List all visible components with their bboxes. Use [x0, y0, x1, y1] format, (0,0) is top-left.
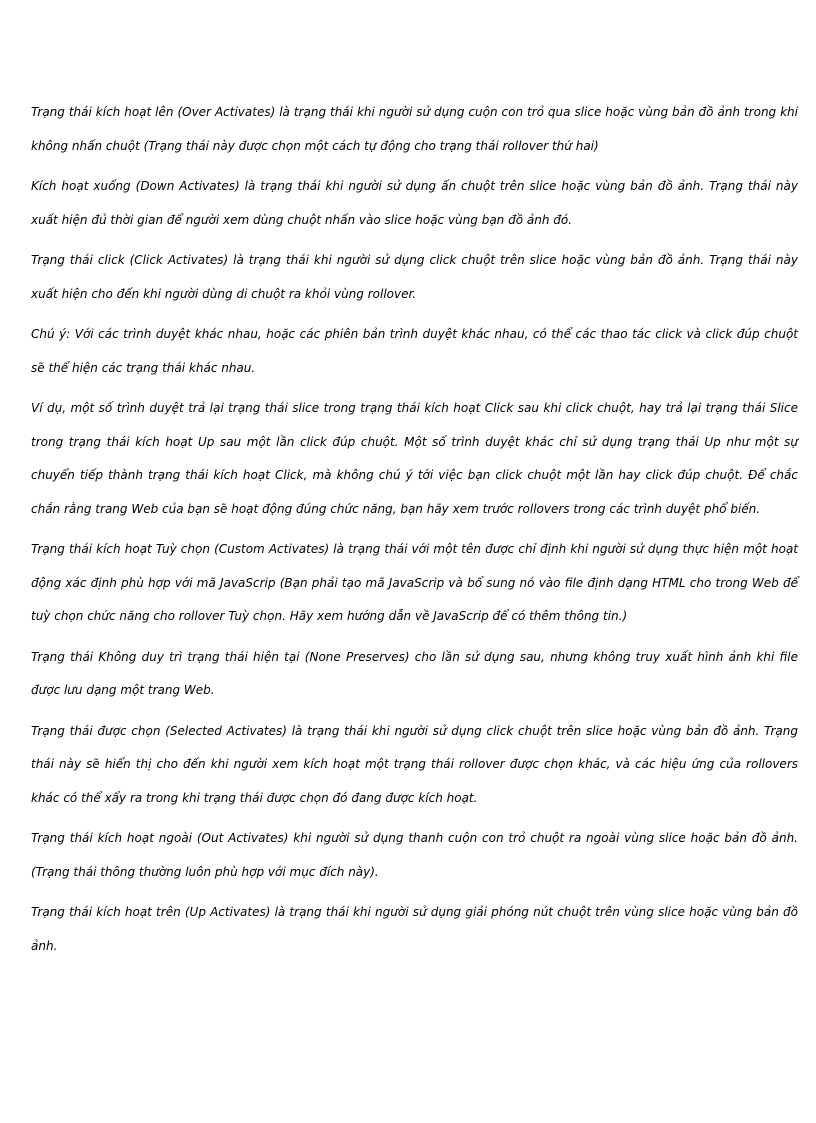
paragraph-example: Ví dụ, một số trình duyệt trả lại trạng thái slice trong trạng thái kích hoạt Click sau khi click chuột, hay trả lại trạng thái Slice trong trạng thái kích hoạt Up sau một lần click đúp chuột. Một số trình duyệt khác chỉ sử dụng trạng thái Up như một sự chuyển tiếp thành trạng thái kích hoạt Click, mà không chú ý tới việc bạn click chuột một lần hay click đúp chuột. Để chắc chắn rằng trang Web của bạn sẽ hoạt động đúng chức năng, bạn hãy xem trước rollovers trong các trình duyệt phổ biến.: [31, 401, 798, 516]
paragraph-custom-activates: Trạng thái kích hoạt Tuỳ chọn (Custom Activates) là trạng thái với một tên được chỉ định khi người sử dụng thực hiện một hoạt động xác định phù hợp với mã JavaScrip (Bạn phải tạo mã JavaScrip và bổ sung nó vào file định dạng HTML cho trong Web để tuỳ chọn chức năng cho rollover Tuỳ chọn. Hãy xem hướng dẫn về JavaScrip để có thêm thông tin.): [31, 542, 798, 623]
paragraph-over-activates: Trạng thái kích hoạt lên (Over Activates) là trạng thái khi người sử dụng cuộn con trỏ qua slice hoặc vùng bản đồ ảnh trong khi không nhấn chuột (Trạng thái này được chọn một cách tự động cho trạng thái rollover thứ hai): [31, 105, 798, 153]
paragraph-up-activates: Trạng thái kích hoạt trên (Up Activates) là trạng thái khi người sử dụng giải phóng nút chuột trên vùng slice hoặc vùng bản đồ ảnh.: [31, 905, 798, 953]
paragraph-click-activates: Trạng thái click (Click Activates) là trạng thái khi người sử dụng click chuột trên slice hoặc vùng bản đồ ảnh. Trạng thái này xuất hiện cho đến khi người dùng di chuột ra khỏi vùng rollover.: [31, 253, 798, 301]
document-page: [31, 96, 798, 970]
paragraph-none-preserves: Trạng thái Không duy trì trạng thái hiện tại (None Preserves) cho lần sử dụng sau, nhưng không truy xuất hình ảnh khi file được lưu dạng một trang Web.: [31, 649, 798, 697]
paragraph-down-activates: Kích hoạt xuống (Down Activates) là trạng thái khi người sử dụng ấn chuột trên slice hoặc vùng bản đồ ảnh. Trạng thái này xuất hiện đủ thời gian để người xem dùng chuột nhấn vào slice hoặc vùng bạn đồ ảnh đó.: [31, 179, 798, 227]
paragraph-note: Chú ý: Với các trình duyệt khác nhau, hoặc các phiên bản trình duyệt khác nhau, có thể các thao tác click và click đúp chuột sẽ thể hiện các trạng thái khác nhau.: [31, 327, 798, 375]
paragraph-selected-activates: Trạng thái được chọn (Selected Activates) là trạng thái khi người sử dụng click chuột trên slice hoặc vùng bản đồ ảnh. Trạng thái này sẽ hiển thị cho đến khi người xem kích hoạt một trạng thái rollover được chọn khác, và các hiệu ứng của rollovers khác có thể xẩy ra trong khi trạng thái được chọn đó đang được kích hoạt.: [31, 723, 798, 805]
paragraph-out-activates: Trạng thái kích hoạt ngoài (Out Activates) khi người sử dụng thanh cuộn con trỏ chuột ra ngoài vùng slice hoặc bản đồ ảnh. (Trạng thái thông thường luôn phù hợp với mục đích này).: [31, 831, 798, 879]
